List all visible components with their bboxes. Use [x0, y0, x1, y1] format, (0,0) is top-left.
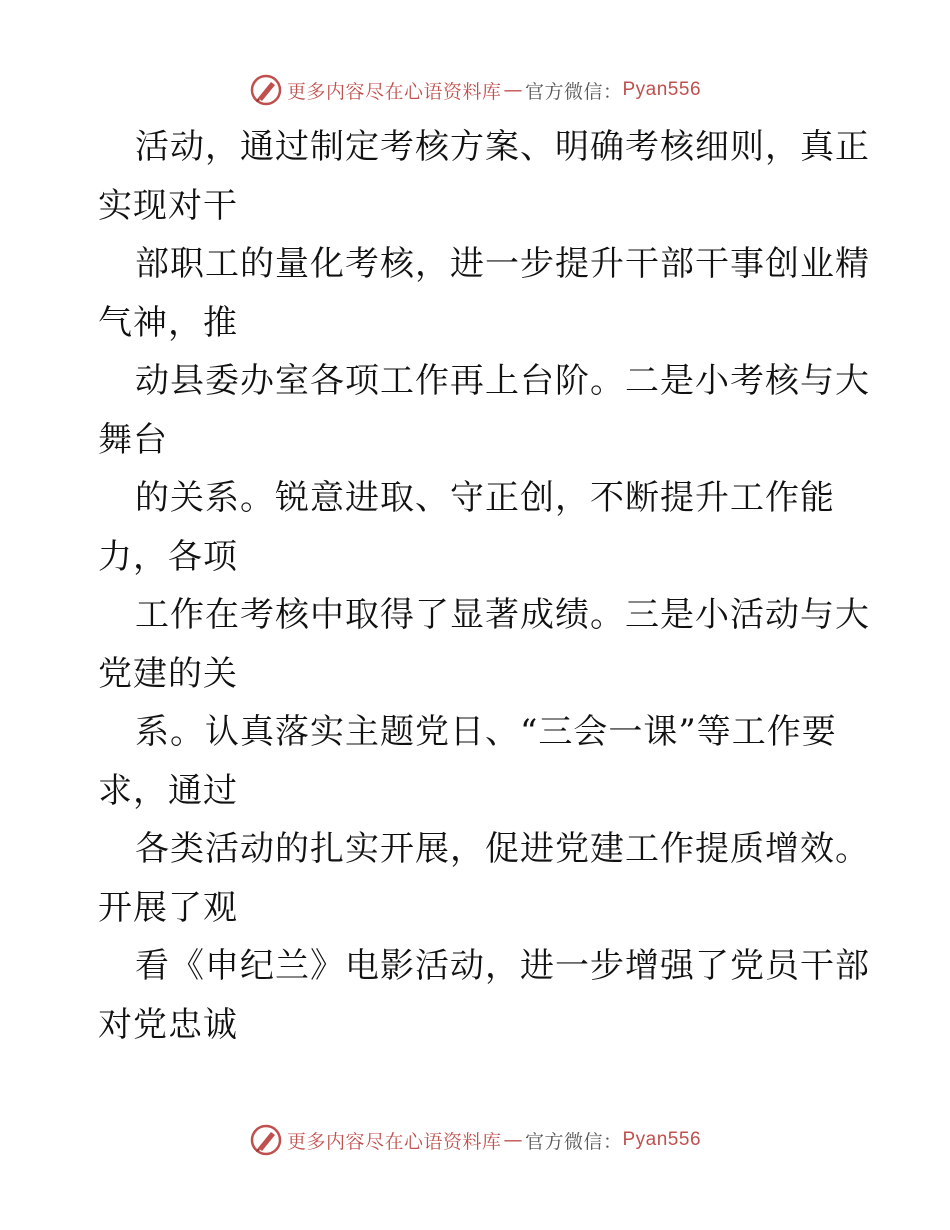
body-line: 对党忠诚	[98, 1004, 238, 1045]
body-line: 看《申纪兰》电影活动，进一步增强了党员干部	[135, 946, 870, 986]
header-official-label: 官方微信：	[524, 80, 623, 103]
body-line: 实现对干	[98, 185, 238, 226]
body-line: 动县委办室各项工作再上台阶。二是小考核与大	[135, 361, 870, 401]
header-wechat-id: Pyan556	[622, 79, 702, 100]
footer-site-text: 更多内容尽在心语资料库	[286, 1130, 502, 1153]
footer-watermark	[0, 1120, 950, 1160]
footer-wechat-id: Pyan556	[622, 1129, 702, 1150]
body-line: 求，通过	[98, 770, 238, 811]
body-line: 舞台	[98, 419, 168, 460]
header-site-text: 更多内容尽在心语资料库	[286, 80, 502, 103]
body-line: 党建的关	[98, 653, 238, 694]
body-line: 力，各项	[98, 536, 238, 577]
body-line: 的关系。锐意进取、守正创，不断提升工作能	[135, 478, 835, 518]
footer-dash: —	[503, 1129, 523, 1151]
pen-logo-icon	[249, 73, 283, 107]
body-line: 部职工的量化考核，进一步提升干部干事创业精	[135, 244, 870, 284]
pen-logo-icon	[249, 1123, 283, 1157]
footer-official-label: 官方微信：	[524, 1130, 623, 1153]
body-line: 系。认真落实主题党日、“三会一课”等工作要	[135, 712, 837, 752]
body-line: 气神，推	[98, 302, 238, 343]
header-dash: —	[503, 79, 523, 101]
body-line: 开展了观	[98, 887, 238, 928]
body-line: 工作在考核中取得了显著成绩。三是小活动与大	[135, 595, 870, 635]
body-line: 活动，通过制定考核方案、明确考核细则，真正	[135, 127, 870, 167]
header-watermark	[0, 70, 950, 110]
body-line: 各类活动的扎实开展，促进党建工作提质增效。	[135, 829, 870, 869]
document-body	[98, 118, 870, 1054]
